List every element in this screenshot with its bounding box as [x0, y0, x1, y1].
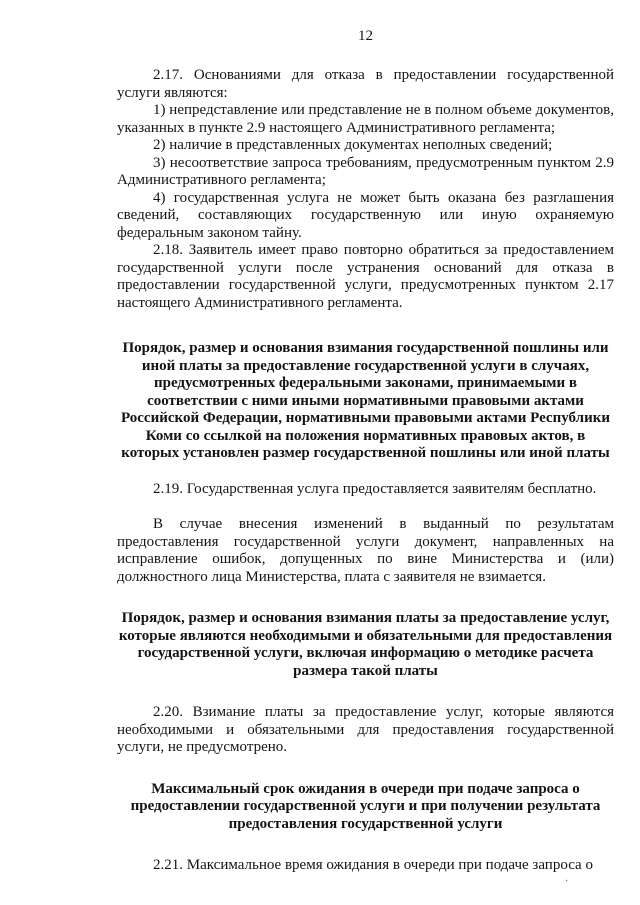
list-item-3: 3) несоответствие запроса требованиям, предусмотренным пунктом 2.9 Административного регламента;: [117, 154, 614, 188]
paragraph-no-fee: В случае внесения изменений в выданный по результатам предоставления государственной услуги документ, направленных на исправление ошибок, допущенных по вине Министерства и (или) должностного лица Министерства, плата с заявителя не взимается.: [117, 516, 614, 585]
paragraph-2-21: 2.21. Максимальное время ожидания в очереди при подаче запроса о: [153, 857, 593, 873]
list-item-4: 4) государственная услуга не может быть оказана без разглашения сведений, составляющих государственную или иную охраняемую федеральным законом тайну.: [117, 189, 614, 241]
list-item-1: 1) непредставление или представление не в полном объеме документов, указанных в пункте 2.9 настоящего Административного регламента;: [117, 102, 614, 136]
paragraph-2-18: 2.18. Заявитель имеет право повторно обратиться за предоставлением государственной услуги после устранения оснований для отказа в предоставлении государственной услуги, предусмотренных пунктом 2.17 настоящего Административного регламента.: [117, 242, 614, 311]
section-heading-queue-time: Максимальный срок ожидания в очереди при подаче запроса о предоставлении государственной услуги и при получении результата предоставления государственной услуги: [130, 780, 601, 832]
paragraph-2-17: 2.17. Основаниями для отказа в предоставлении государственной услуги являются:: [117, 67, 614, 101]
list-item-2: 2) наличие в представленных документах неполных сведений;: [153, 137, 553, 153]
section-heading-required-services: Порядок, размер и основания взимания платы за предоставление услуг, которые являются необходимыми и обязательными для предоставления государственной услуги, включая информацию о методике расчета размера такой платы: [118, 610, 613, 679]
scan-mark: ·: [565, 876, 569, 887]
page-number: 12: [358, 28, 373, 44]
paragraph-2-20: 2.20. Взимание платы за предоставление услуг, которые являются необходимыми и обязательными для предоставления государственной услуги, не предусмотрено.: [117, 704, 614, 755]
paragraph-2-19: 2.19. Государственная услуга предоставляется заявителям бесплатно.: [153, 480, 597, 497]
section-heading-fees: Порядок, размер и основания взимания государственной пошлины или иной платы за предоставление государственной услуги в случаях, предусмотренных федеральными законами, принимаемыми в соответствии с ними иными нормативными правовыми актами Российской Федерации, нормативными правовыми актами Республики Коми со ссылкой на положения нормативных правовых актов, в которых установлен размер государственной пошлины или иной платы: [120, 340, 611, 461]
